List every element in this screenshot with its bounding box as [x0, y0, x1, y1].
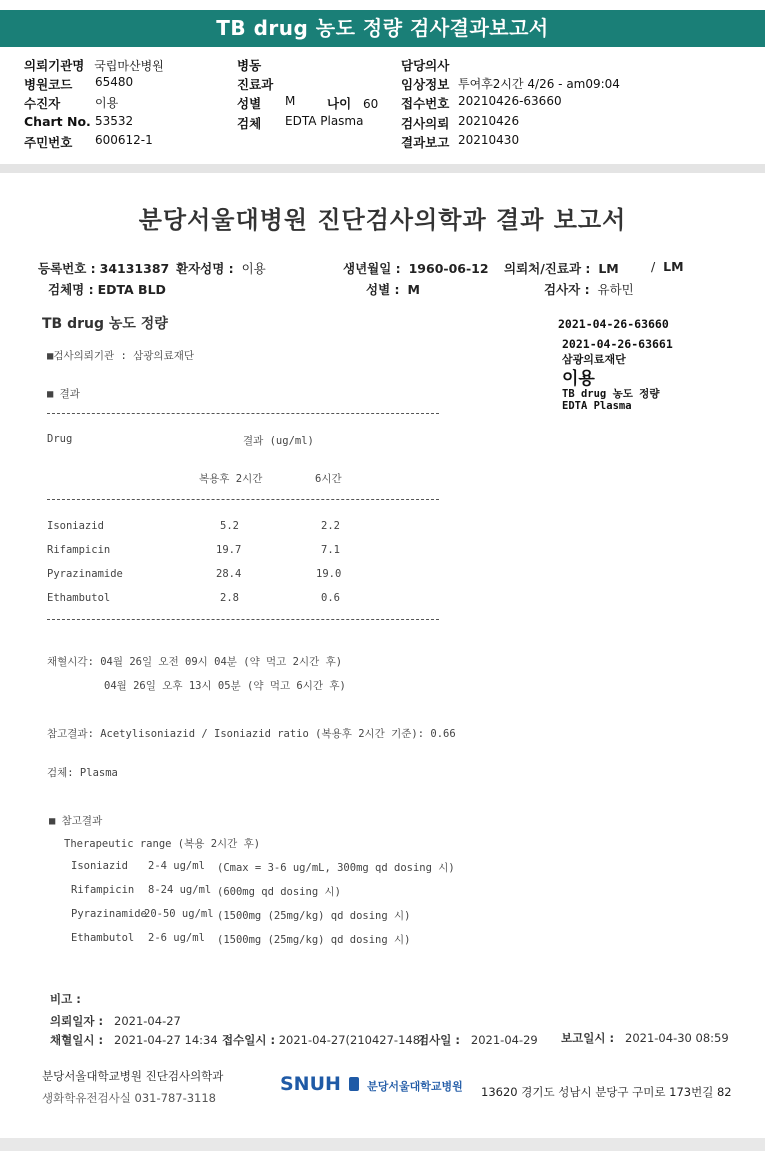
- sampling-time-1: 채혈시각: 04월 26일 오전 09시 04분 (약 먹고 2시간 후): [47, 656, 343, 668]
- reference-ratio: 참고결과: Acetylisoniazid / Isoniazid ratio (복용후 2시간 기준): 0.66: [47, 728, 456, 740]
- header-field-institution: 의뢰기관명 국립마산병원: [24, 58, 164, 73]
- page-bottom-margin: [0, 1138, 765, 1151]
- patient-dob: 생년월일 : 1960-06-12: [343, 261, 489, 276]
- range-drug: Rifampicin: [71, 884, 135, 896]
- footer-dept: 분당서울대학교병원 진단검사의학과: [42, 1069, 224, 1083]
- range-value: 2-4 ug/ml: [148, 860, 205, 872]
- header-field-request-date: 검사의뢰 20210426: [401, 114, 520, 131]
- header-field-chart-no: Chart No. 53532: [24, 114, 134, 129]
- range-note: (Cmax = 3-6 ug/mL, 300mg qd dosing 시): [217, 862, 455, 874]
- col-result-header: 결과 (ug/ml): [243, 435, 314, 447]
- sticker-line5: EDTA Plasma: [562, 400, 632, 412]
- test-name: TB drug 농도 정량: [42, 316, 168, 332]
- report-title: 분당서울대병원 진단검사의학과 결과 보고서: [138, 206, 627, 234]
- remark-label: 비고 :: [50, 992, 81, 1006]
- footer-address: 13620 경기도 성남시 분당구 구미로 173번길 82: [481, 1085, 732, 1099]
- result-6h: 0.6: [321, 592, 340, 604]
- col-6h-header: 6시간: [315, 473, 342, 485]
- sticker-line0: 2021-04-26-63660: [558, 317, 669, 331]
- range-drug: Isoniazid: [71, 860, 128, 872]
- result-drug: Isoniazid: [47, 520, 104, 532]
- result-6h: 7.1: [321, 544, 340, 556]
- sampling-time-2: 04월 26일 오후 13시 05분 (약 먹고 6시간 후): [104, 680, 346, 692]
- range-drug: Pyrazinamide: [71, 908, 147, 920]
- header-field-age: 나이 60: [327, 96, 379, 111]
- result-2h: 5.2: [220, 520, 239, 532]
- col-drug-header: Drug: [47, 433, 73, 445]
- patient-tester: 검사자 : 유하민: [544, 282, 634, 297]
- report-banner-title: TB drug 농도 정량 검사결과보고서: [0, 10, 765, 47]
- divider-line: [47, 413, 439, 414]
- footer-lab-phone: 생화학유전검사실 031-787-3118: [42, 1091, 216, 1105]
- section-divider: [0, 164, 765, 173]
- hospital-emblem-icon: [349, 1077, 359, 1091]
- header-field-report-date: 결과보고 20210430: [401, 133, 520, 150]
- patient-specimen: 검체명 : EDTA BLD: [48, 282, 166, 297]
- divider-line: [47, 499, 439, 500]
- range-value: 8-24 ug/ml: [148, 884, 212, 896]
- therapeutic-range-title: Therapeutic range (복용 2시간 후): [64, 838, 261, 850]
- range-note: (1500mg (25mg/kg) qd dosing 시): [217, 910, 411, 922]
- header-field-resident-no: 주민번호 600612-1: [24, 133, 153, 150]
- receipt-datetime: 접수일시 : 2021-04-27(210427-148): [222, 1033, 425, 1047]
- header-field-sex: 성별 M: [237, 94, 296, 111]
- specimen-sticker: [556, 315, 716, 415]
- range-drug: Ethambutol: [71, 932, 135, 944]
- requesting-org: ■검사의뢰기관 : 삼광의료재단: [47, 350, 195, 362]
- range-value: 2-6 ug/ml: [148, 932, 205, 944]
- range-value: 20-50 ug/ml: [144, 908, 214, 920]
- patient-sex: 성별 : M: [366, 282, 420, 297]
- draw-datetime: 채혈일시 : 2021-04-27 14:34: [50, 1033, 218, 1047]
- header-field-receipt-no: 접수번호 20210426-63660: [401, 94, 562, 111]
- reference-section-header: ■ 참고결과: [49, 815, 103, 827]
- scanned-report: [0, 173, 765, 1138]
- header-field-patient: 수진자 이용: [24, 96, 119, 111]
- result-6h: 2.2: [321, 520, 340, 532]
- range-note: (600mg qd dosing 시): [217, 886, 341, 898]
- sticker-line1: 2021-04-26-63661: [562, 337, 673, 351]
- header-field-ward: 병동: [237, 58, 262, 73]
- col-2h-header: 복용후 2시간: [199, 473, 263, 485]
- report-datetime: 보고일시 : 2021-04-30 08:59: [561, 1031, 729, 1045]
- header-field-dept: 진료과: [237, 77, 274, 92]
- patient-name: 환자성명 : 이용: [176, 261, 266, 276]
- range-note: (1500mg (25mg/kg) qd dosing 시): [217, 934, 411, 946]
- header-field-doctor: 담당의사: [401, 58, 450, 73]
- header-field-hospital-code: 병원코드 65480: [24, 75, 134, 92]
- request-header: [0, 50, 765, 162]
- snuh-logo: [280, 1073, 463, 1099]
- sticker-line3: 이용: [562, 369, 595, 389]
- result-drug: Ethambutol: [47, 592, 111, 604]
- result-2h: 2.8: [220, 592, 239, 604]
- snuh-logo-text: SNUH: [280, 1073, 341, 1095]
- patient-dept: 의뢰처/진료과 : LM: [504, 261, 619, 276]
- specimen-type: 검체: Plasma: [47, 767, 118, 779]
- result-drug: Rifampicin: [47, 544, 111, 556]
- result-2h: 19.7: [216, 544, 242, 556]
- result-drug: Pyrazinamide: [47, 568, 123, 580]
- result-6h: 19.0: [316, 568, 342, 580]
- patient-reg-no: 등록번호 : 34131387: [38, 261, 170, 276]
- header-field-specimen: 검체 EDTA Plasma: [237, 114, 364, 131]
- sticker-line4: TB drug 농도 정량: [562, 388, 660, 400]
- results-section-header: ■ 결과: [47, 388, 80, 400]
- test-date: 검사일 : 2021-04-29: [418, 1033, 538, 1047]
- result-2h: 28.4: [216, 568, 242, 580]
- request-date: 의뢰일자 : 2021-04-27: [50, 1014, 181, 1028]
- sticker-line2: 삼광의료재단: [562, 353, 626, 366]
- snuh-logo-subtitle: 분당서울대학교병원: [367, 1080, 463, 1093]
- divider-line: [47, 619, 439, 620]
- patient-dept-2: / LM: [651, 259, 684, 274]
- header-field-clinical-info: 임상정보 투여후2시간 4/26 - am09:04: [401, 77, 620, 92]
